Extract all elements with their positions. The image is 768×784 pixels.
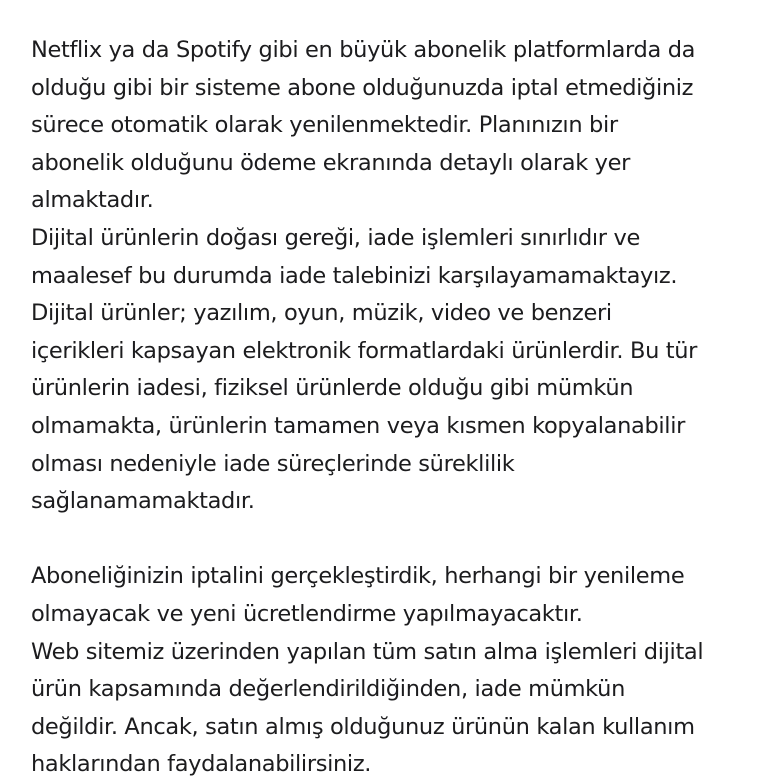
message-line: abonelik olduğunu ödeme ekranında detaylı olarak yer	[31, 149, 631, 176]
message-line: olmayacak ve yeni ücretlendirme yapılmayacaktır.	[31, 600, 583, 627]
message-line: olduğu gibi bir sisteme abone olduğunuzda iptal etmediğiniz	[31, 74, 694, 101]
message-line: olmamakta, ürünlerin tamamen veya kısmen kopyalanabilir	[31, 412, 685, 439]
message-line: değildir. Ancak, satın almış olduğunuz ürünün kalan kullanım	[31, 713, 695, 740]
message-line: ürünlerin iadesi, fiziksel ürünlerde olduğu gibi mümkün	[31, 375, 634, 402]
message-line: sürece otomatik olarak yenilenmektedir. Planınızın bir	[31, 112, 618, 139]
message-line: içerikleri kapsayan elektronik formatlardaki ürünlerdir. Bu tür	[31, 337, 698, 364]
message-line: sağlanamamaktadır.	[31, 488, 255, 515]
message-line: Aboneliğinizin iptalini gerçekleştirdik, herhangi bir yenileme	[31, 563, 685, 590]
message-line: olması nedeniyle iade süreçlerinde süreklilik	[31, 450, 515, 477]
message-line: almaktadır.	[31, 187, 154, 214]
message-line: Netflix ya da Spotify gibi en büyük abonelik platformlarda da	[31, 37, 696, 63]
message-line: ürün kapsamında değerlendirildiğinden, iade mümkün	[31, 676, 625, 703]
message-line: Dijital ürünlerin doğası gereği, iade işlemleri sınırlıdır ve	[31, 224, 640, 251]
message-line: Web sitemiz üzerinden yapılan tüm satın alma işlemleri dijital	[31, 638, 704, 665]
paragraph-gap	[31, 521, 756, 559]
message-line: maalesef bu durumda iade talebinizi karşılayamamaktayız.	[31, 262, 678, 289]
message-line: Dijital ürünler; yazılım, oyun, müzik, video ve benzeri	[31, 300, 612, 327]
message-line: haklarından faydalanabilirsiniz.	[31, 751, 372, 778]
message-body	[31, 32, 756, 784]
